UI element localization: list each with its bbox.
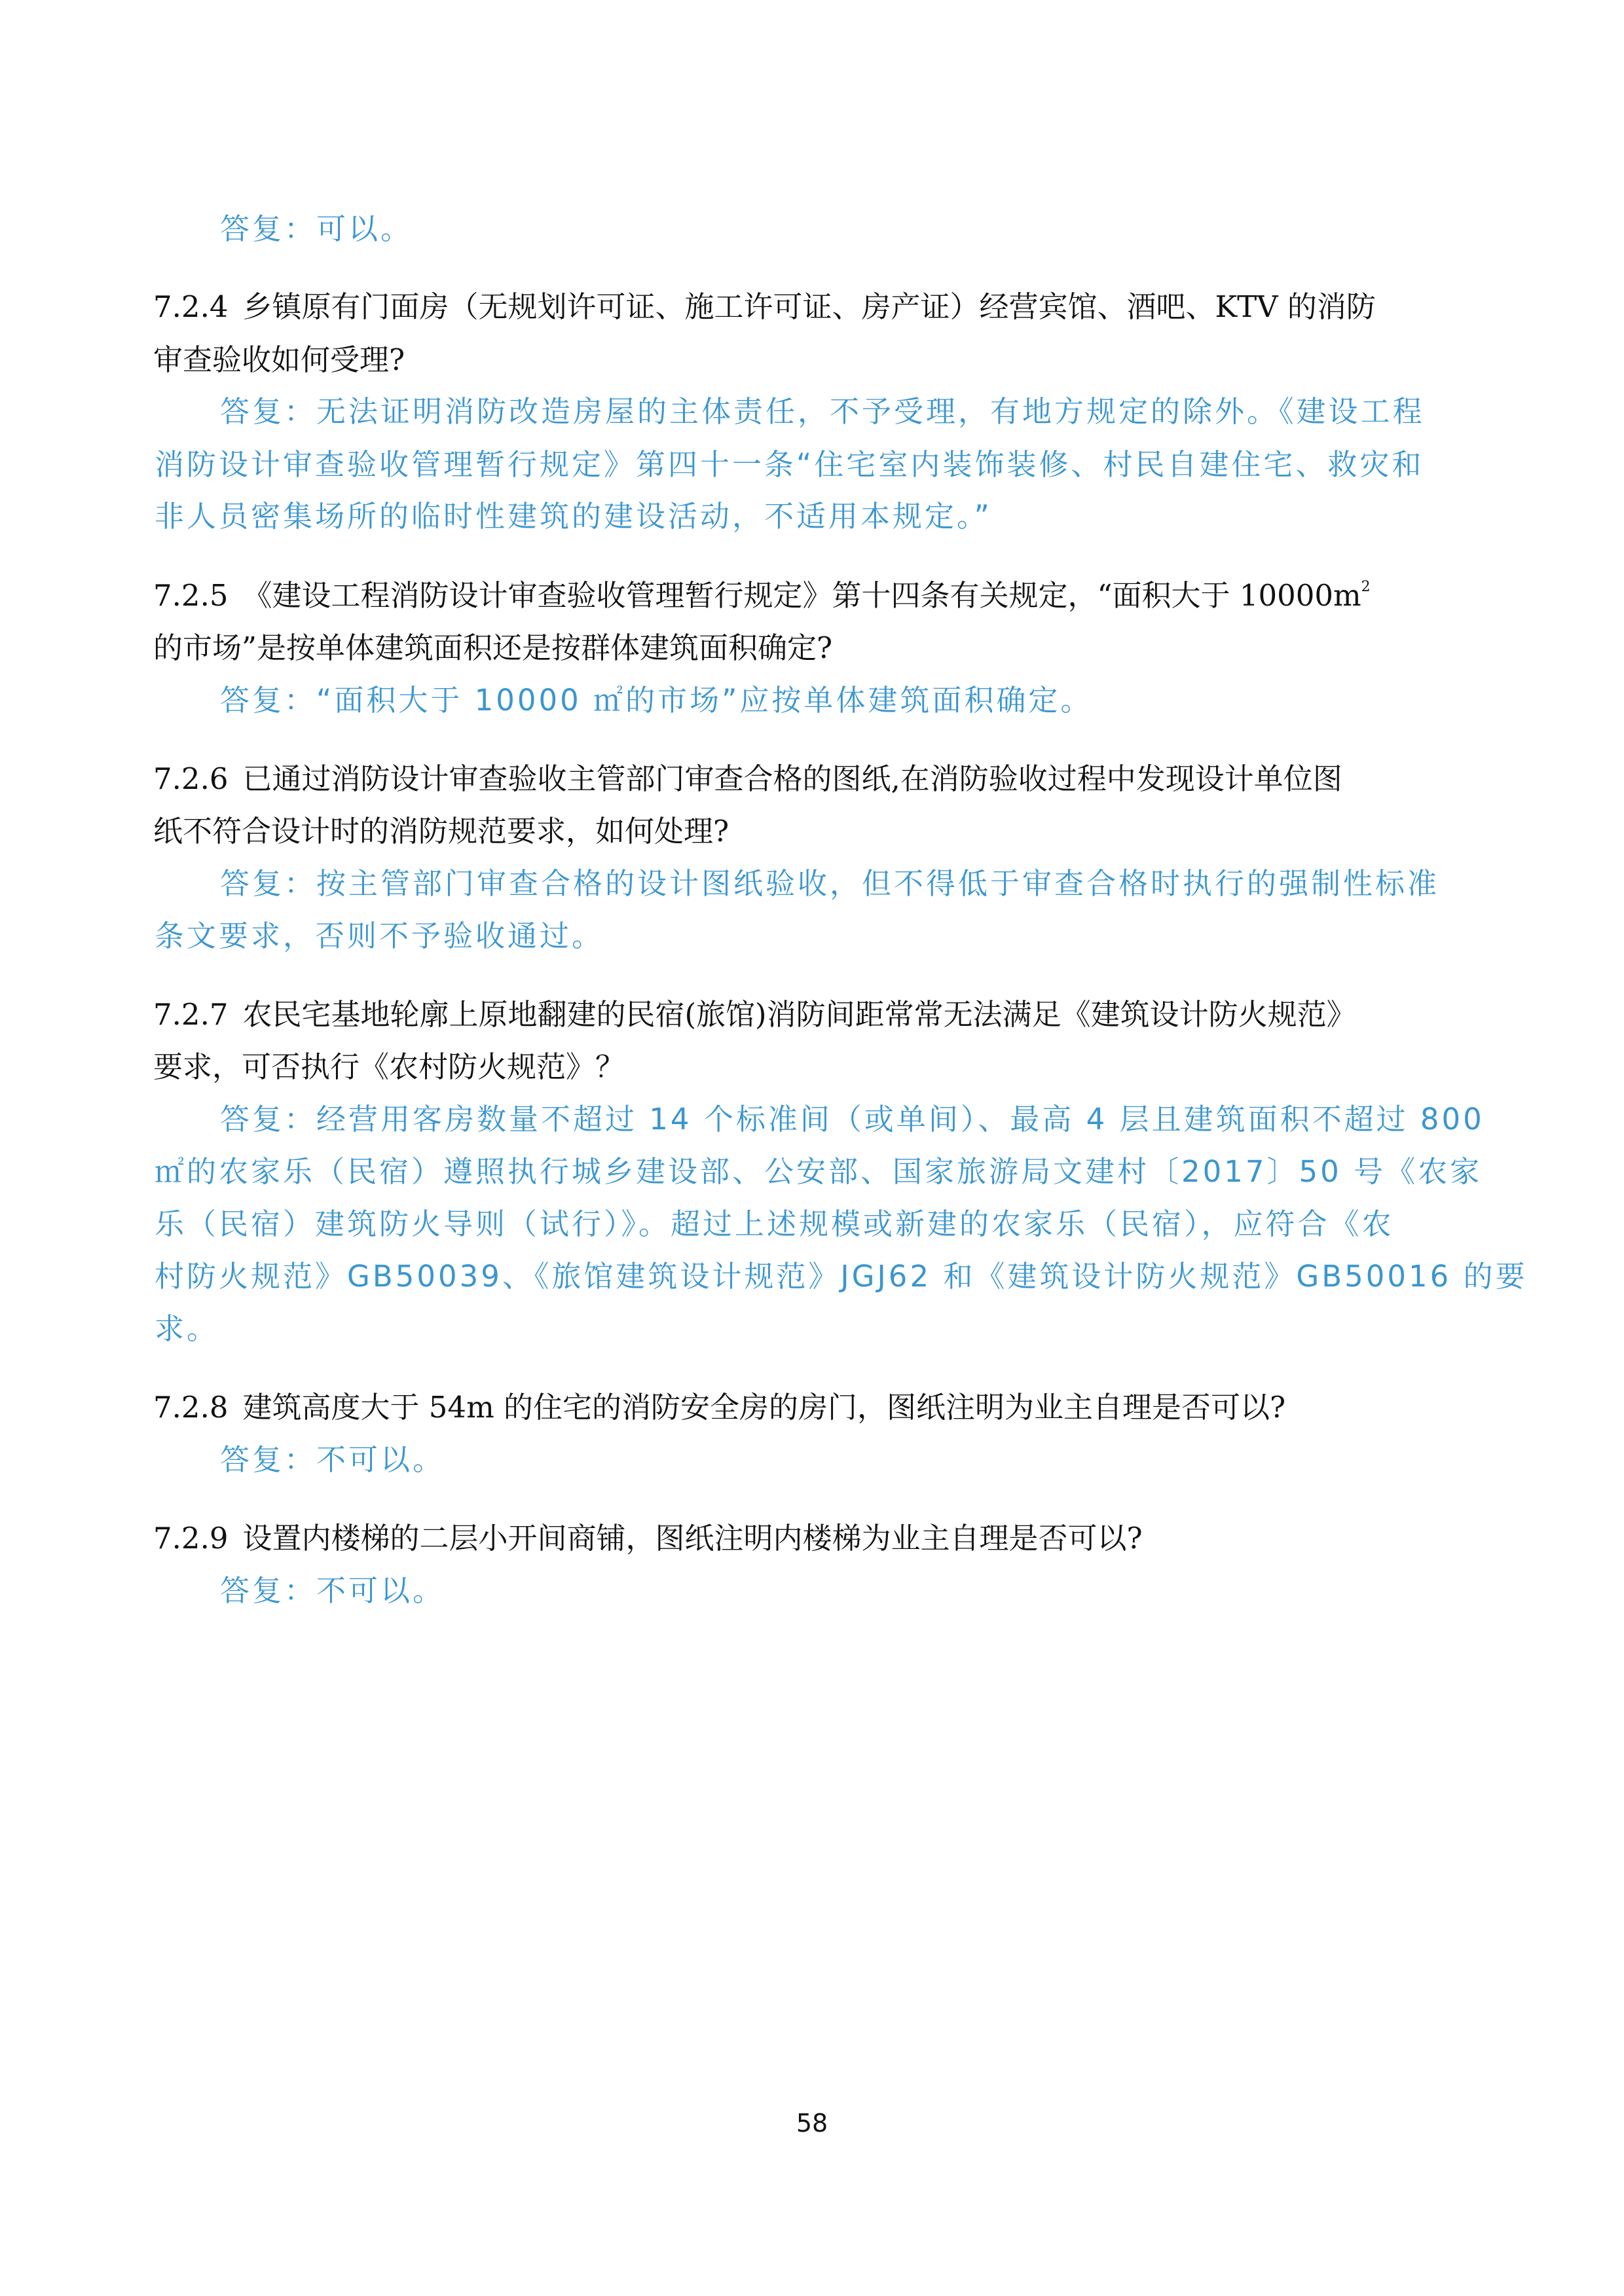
answer-line: 消防设计审查验收管理暂行规定》第四十一条“住宅室内装饰装修、村民自建住宅、救灾和 bbox=[155, 447, 1424, 482]
question-text: 已通过消防设计审查验收主管部门审查合格的图纸,在消防验收过程中发现设计单位图 bbox=[242, 761, 1342, 796]
question-number: 7.2.9 bbox=[153, 1521, 229, 1556]
answer-line: 答复：不可以。 bbox=[220, 1573, 445, 1608]
question-line: 的市场”是按单体建筑面积还是按群体建筑面积确定? bbox=[153, 630, 833, 665]
question-line bbox=[153, 287, 1376, 327]
question-number: 7.2.7 bbox=[153, 997, 229, 1032]
question-number: 7.2.6 bbox=[153, 761, 229, 796]
question-number: 7.2.4 bbox=[153, 289, 229, 324]
answer-line: 村防火规范》GB50039、《旅馆建筑设计规范》JGJ62 和《建筑设计防火规范》GB50016 的要 bbox=[155, 1259, 1528, 1294]
answer-line: 答复：可以。 bbox=[220, 211, 413, 246]
question-line: 审查验收如何受理? bbox=[153, 342, 405, 377]
question-text: 《建设工程消防设计审查验收管理暂行规定》第十四条有关规定，“面积大于 10000m bbox=[242, 578, 1361, 613]
question-line bbox=[153, 995, 1356, 1034]
question-text: 设置内楼梯的二层小开间商铺，图纸注明内楼梯为业主自理是否可以? bbox=[242, 1521, 1143, 1556]
question-number: 7.2.8 bbox=[153, 1390, 229, 1425]
page-number: 58 bbox=[796, 2109, 828, 2138]
question-line bbox=[153, 1519, 1143, 1558]
answer-line: ㎡的农家乐（民宿）遵照执行城乡建设部、公安部、国家旅游局文建村〔2017〕50 号《农家 bbox=[155, 1154, 1483, 1189]
question-line bbox=[153, 1388, 1285, 1427]
answer-line: 条文要求，否则不予验收通过。 bbox=[155, 919, 604, 953]
question-text: 乡镇原有门面房（无规划许可证、施工许可证、房产证）经营宾馆、酒吧、KTV 的消防 bbox=[242, 289, 1376, 324]
answer-line: 乐（民宿）建筑防火导则（试行）》。超过上述规模或新建的农家乐（民宿），应符合《农 bbox=[155, 1207, 1394, 1241]
answer-line: 答复：不可以。 bbox=[220, 1442, 445, 1477]
question-text: 农民宅基地轮廓上原地翻建的民宿(旅馆)消防间距常常无法满足《建筑设计防火规范》 bbox=[242, 997, 1356, 1032]
answer-line: 求。 bbox=[155, 1311, 219, 1346]
question-line bbox=[153, 576, 1371, 615]
answer-line: 答复：无法证明消防改造房屋的主体责任，不予受理，有地方规定的除外。《建设工程 bbox=[220, 394, 1425, 429]
superscript: 2 bbox=[1361, 579, 1371, 595]
question-line: 纸不符合设计时的消防规范要求，如何处理? bbox=[153, 814, 729, 848]
question-line bbox=[153, 759, 1342, 799]
answer-line: 答复：“面积大于 10000 ㎡的市场”应按单体建筑面积确定。 bbox=[220, 683, 1093, 718]
answer-line: 答复：按主管部门审查合格的设计图纸验收，但不得低于审查合格时执行的强制性标准 bbox=[220, 866, 1440, 901]
question-number: 7.2.5 bbox=[153, 578, 229, 613]
answer-line: 非人员密集场所的临时性建筑的建设活动，不适用本规定。” bbox=[155, 499, 992, 534]
answer-line: 答复：经营用客房数量不超过 14 个标准间（或单间）、最高 4 层且建筑面积不超过 800 bbox=[220, 1102, 1485, 1137]
question-text: 建筑高度大于 54m 的住宅的消防安全房的房门，图纸注明为业主自理是否可以? bbox=[242, 1390, 1286, 1425]
question-line: 要求，可否执行《农村防火规范》？ bbox=[153, 1049, 625, 1084]
